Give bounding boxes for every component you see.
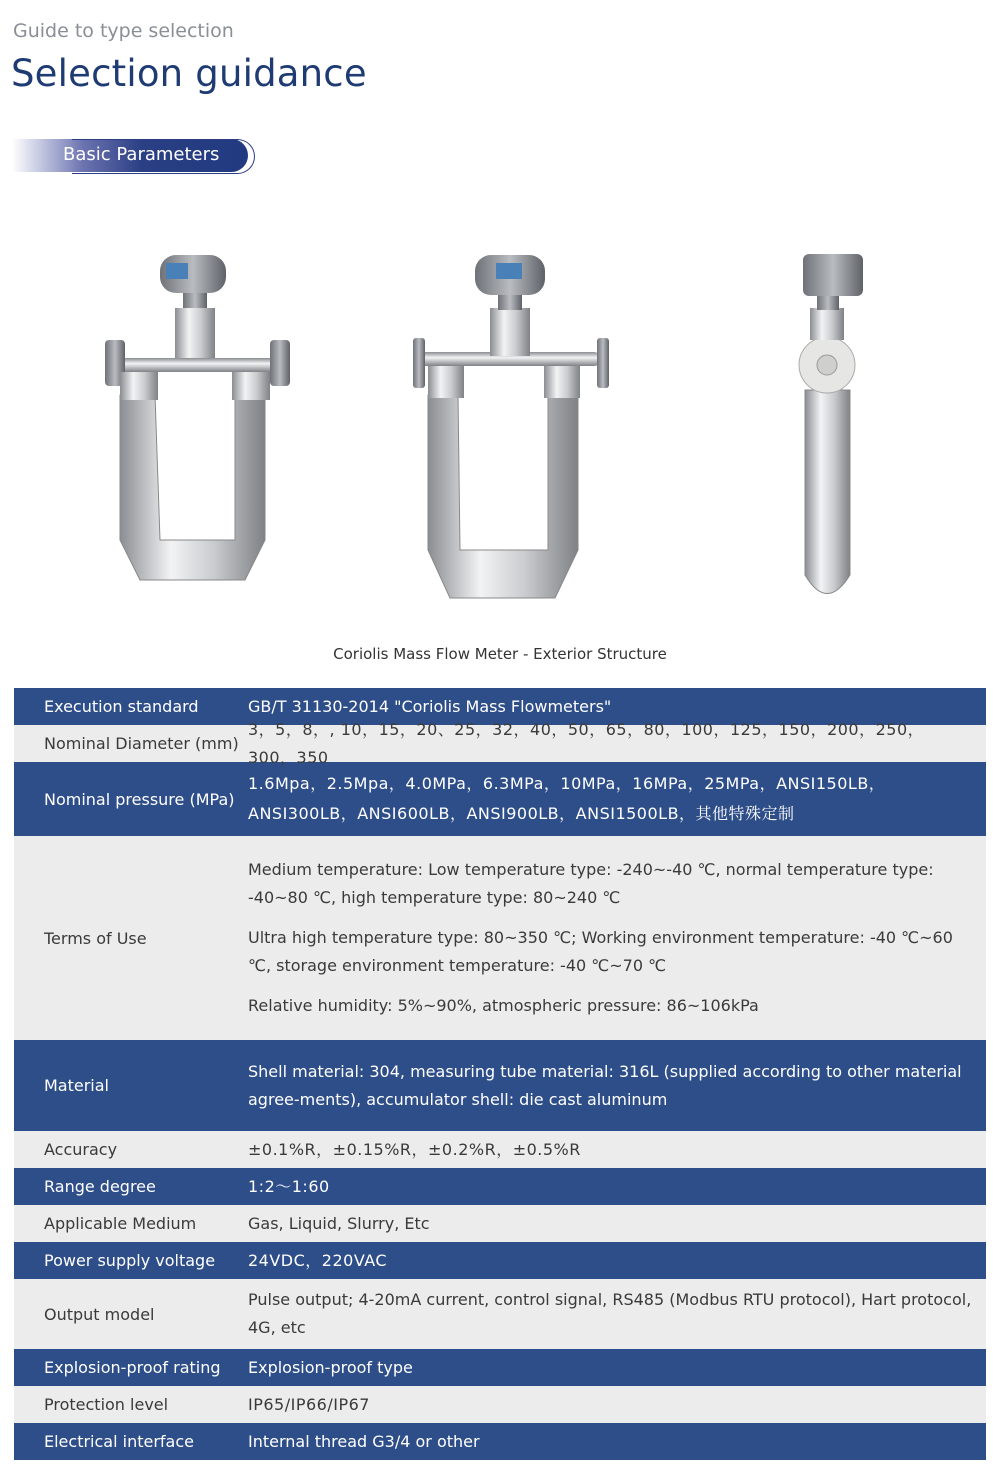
meter-image-3: [799, 254, 863, 594]
spec-row-explosion-proof: [14, 1349, 986, 1386]
spec-value: Ultra high temperature type: 80~350 ℃; Working environment temperature: -40 ℃~60 ℃, storage environment temperature: -40 ℃~70 ℃: [248, 928, 953, 975]
figure-caption: Coriolis Mass Flow Meter - Exterior Structure: [333, 645, 667, 663]
spec-label: Applicable Medium: [44, 1214, 197, 1233]
spec-label: Accuracy: [44, 1140, 118, 1159]
spec-row-power-supply: [14, 1242, 986, 1279]
section-tag: [12, 139, 255, 174]
spec-row-electrical-interface: [14, 1423, 986, 1460]
spec-value: Relative humidity: 5%~90%, atmospheric pressure: 86~106kPa: [248, 996, 759, 1015]
spec-row-applicable-medium: [14, 1205, 986, 1242]
spec-row-accuracy: [14, 1131, 986, 1168]
spec-row-nominal-diameter: [14, 719, 986, 767]
spec-value: Medium temperature: Low temperature type: -240~-40 ℃, normal temperature type: -40~80 ℃, high temperature type: 80~240 ℃: [248, 860, 934, 907]
meter-image-1: [105, 255, 290, 580]
product-figure: [0, 240, 1000, 610]
spec-label: Range degree: [44, 1177, 156, 1196]
spec-label: Material: [44, 1076, 109, 1095]
spec-row-nominal-pressure: [14, 762, 986, 836]
spec-value: 24VDC，220VAC: [248, 1250, 388, 1270]
spec-label: Output model: [44, 1304, 155, 1324]
spec-table: [14, 688, 986, 1460]
spec-label: Power supply voltage: [44, 1251, 216, 1270]
spec-row-protection-level: [14, 1386, 986, 1423]
spec-value: Gas, Liquid, Slurry, Etc: [248, 1213, 430, 1233]
spec-label: Explosion-proof rating: [44, 1358, 221, 1377]
spec-value: ±0.1%R，±0.15%R，±0.2%R，±0.5%R: [248, 1139, 581, 1159]
page-title: Selection guidance: [11, 52, 367, 95]
spec-value: Explosion-proof type: [248, 1357, 413, 1377]
spec-label: Nominal pressure (MPa): [44, 789, 235, 809]
spec-label: Execution standard: [44, 697, 199, 716]
meter-image-2: [413, 255, 609, 598]
spec-label: Electrical interface: [44, 1432, 194, 1451]
spec-value: Pulse output; 4-20mA current, control signal, RS485 (Modbus RTU protocol), Hart protocol, 4G, etc: [248, 1290, 972, 1337]
section-tag-label: Basic Parameters: [63, 144, 220, 165]
spec-label: Protection level: [44, 1395, 169, 1414]
spec-value: 1.6Mpa，2.5Mpa，4.0MPa，6.3MPa，10MPa，16MPa，25MPa，ANSI150LB，ANSI300LB，ANSI600LB，ANSI900LB，ANSI1500LB，其他特殊定制: [248, 774, 886, 823]
spec-row-range-degree: [14, 1168, 986, 1205]
spec-row-material: [14, 1040, 986, 1131]
spec-value: GB/T 31130-2014 "Coriolis Mass Flowmeters": [248, 696, 612, 716]
spec-value: 1:2～1:60: [248, 1176, 330, 1196]
spec-value: Internal thread G3/4 or other: [248, 1431, 480, 1451]
spec-value: Shell material: 304, measuring tube material: 316L (supplied according to other material agree-ments), accumulator shell: die cast aluminum: [248, 1061, 962, 1109]
spec-label: Nominal Diameter (mm): [44, 734, 239, 753]
spec-row-terms-of-use: [14, 836, 986, 1040]
spec-row-output-model: [14, 1279, 986, 1349]
spec-label: Terms of Use: [44, 928, 147, 948]
spec-value: 3，5，8，, 10，15，20、25，32，40，50，65，80，100，125，150，200，250，300，350: [248, 719, 925, 767]
spec-value: IP65/IP66/IP67: [248, 1394, 370, 1414]
page-subtitle: Guide to type selection: [13, 20, 234, 42]
